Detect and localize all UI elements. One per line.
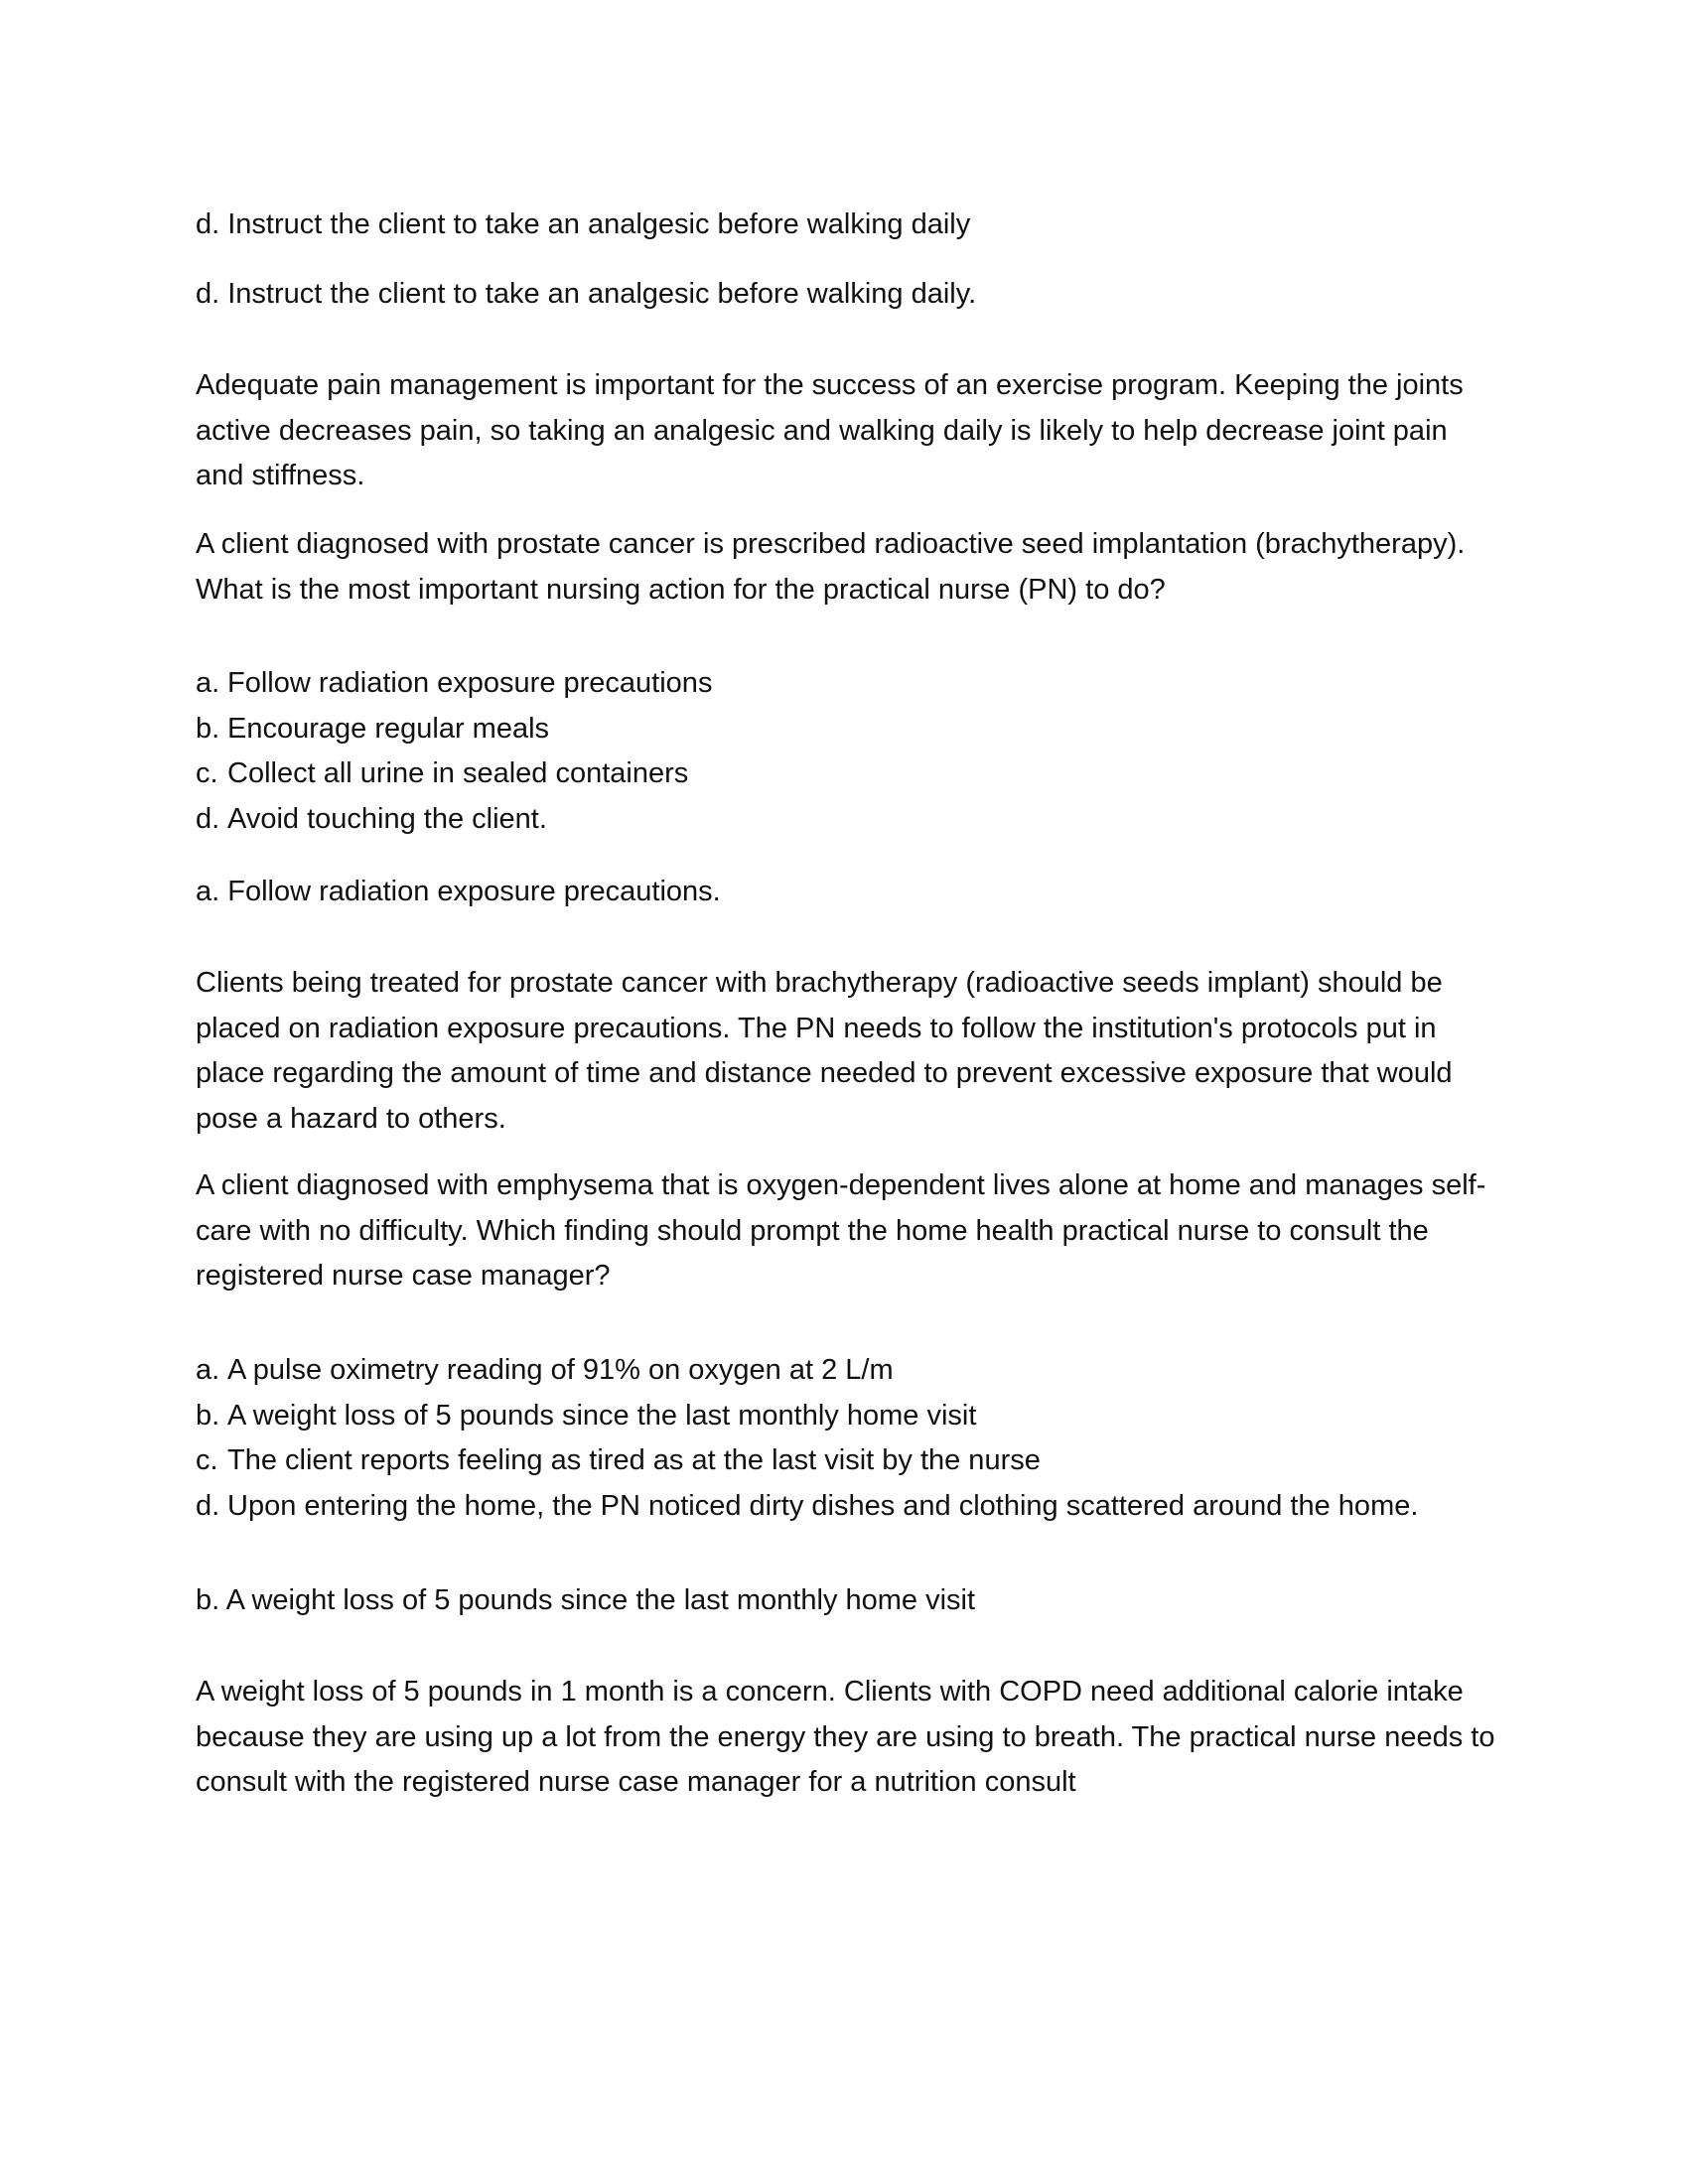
q2-rationale: Clients being treated for prostate cancer with brachytherapy (radioactive seeds implant) should be placed on radiation exposure precautions. The PN needs to follow the institution's protocols put in place regarding the amount of time and distance needed to prevent excessive exposure that would pose a hazard to others. [196,967,1453,1135]
option-letter: b. [196,712,220,745]
q3-option-c [196,1438,1496,1484]
q3-correct-answer: b. A weight loss of 5 pounds since the last monthly home visit [196,1584,976,1616]
q3-rationale: A weight loss of 5 pounds in 1 month is a concern. Clients with COPD need additional calorie intake because they are using up a lot from the energy they are using to breath. The practical nurse needs to consult with the registered nurse case manager for a nutrition consult [196,1676,1495,1798]
q2-question: A client diagnosed with prostate cancer is prescribed radioactive seed implantation (brachytherapy). What is the most important nursing action for the practical nurse (PN) to do? [196,528,1466,606]
option-letter: c. [196,1444,218,1476]
option-text: Upon entering the home, the PN noticed dirty dishes and clothing scattered around the home. [227,1489,1419,1522]
q3-option-a [196,1348,1496,1394]
option-letter: a. [196,1354,220,1386]
option-text: Collect all urine in sealed containers [227,757,689,789]
option-text: Encourage regular meals [227,712,550,745]
q3-option-b [196,1394,1496,1439]
q2-option-d [196,797,1496,843]
option-text: Follow radiation exposure precautions [227,667,713,699]
q2-options [196,661,1496,842]
q2-option-a [196,661,1496,707]
q1-answer-line: d. Instruct the client to take an analgesic before walking daily [196,208,971,240]
q1-correct-answer: d. Instruct the client to take an analgesic before walking daily. [196,278,977,310]
option-text: The client reports feeling as tired as at the last visit by the nurse [227,1444,1041,1476]
q2-option-b [196,707,1496,752]
option-letter: c. [196,757,218,789]
option-text: A weight loss of 5 pounds since the last monthly home visit [227,1399,977,1432]
q1-rationale: Adequate pain management is important for the success of an exercise program. Keeping the joints active decreases pain, so taking an analgesic and walking daily is likely to help decrease joint pain and stiffness. [196,369,1464,491]
q3-options [196,1348,1496,1529]
q2-correct-answer: a. Follow radiation exposure precautions. [196,876,721,907]
q3-option-d [196,1484,1459,1530]
option-text: A pulse oximetry reading of 91% on oxygen at 2 L/m [227,1354,894,1386]
q2-option-c [196,751,1496,797]
option-letter: d. [196,1489,220,1522]
option-letter: d. [196,802,220,835]
q3-question: A client diagnosed with emphysema that is oxygen-dependent lives alone at home and manages self-care with no difficulty. Which finding should prompt the home health practical nurse to consult the registered nurse case manager? [196,1169,1486,1292]
option-text: Avoid touching the client. [227,802,547,835]
option-letter: a. [196,667,220,699]
option-letter: b. [196,1399,220,1432]
